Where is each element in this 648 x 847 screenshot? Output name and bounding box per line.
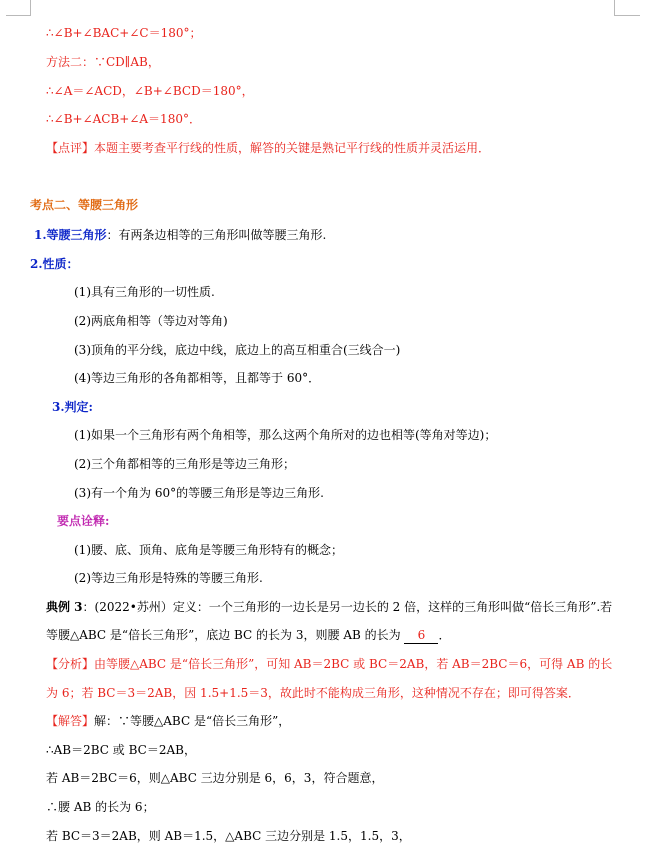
solution-line-1 — [46, 713, 290, 729]
solution-label: 【解答】 — [46, 714, 95, 728]
solution-line-2: ∴AB＝2BC 或 BC＝2AB， — [46, 743, 196, 757]
property-item: (3)顶角的平分线，底边中线，底边上的高互相重合(三线合一) — [74, 343, 401, 357]
proof-line-2: 方法二：∵CD∥AB， — [46, 55, 160, 69]
example-line-2 — [46, 627, 450, 644]
key-point-item: (1)腰、底、顶角、底角是等腰三角形特有的概念； — [74, 543, 343, 557]
example-question-end: ． — [438, 628, 451, 642]
analysis-line-1: 【分析】由等腰△ABC 是“倍长三角形”，可知 AB＝2BC 或 BC＝2AB，若 AB＝2BC＝6，可得 AB 的长 — [46, 657, 613, 671]
definition-text: ：有两条边相等的三角形叫做等腰三角形. — [106, 228, 327, 242]
definition-label: 1.等腰三角形 — [34, 228, 107, 242]
property-item: (1)具有三角形的一切性质. — [74, 285, 215, 299]
example-question: 等腰△ABC 是“倍长三角形”，底边 BC 的长为 3，则腰 AB 的长为 — [46, 628, 401, 642]
judgement-item: (3)有一个角为 60°的等腰三角形是等边三角形. — [74, 486, 324, 500]
solution-line-5: 若 BC＝3＝2AB，则 AB＝1.5，△ABC 三边分别是 1.5，1.5，3， — [46, 829, 411, 843]
solution-line-3: 若 AB＝2BC＝6，则△ABC 三边分别是 6，6，3，符合题意， — [46, 771, 384, 785]
section-heading: 考点二、等腰三角形 — [30, 198, 139, 212]
page-corner-mark-left — [30, 0, 31, 16]
key-point-item: (2)等边三角形是特殊的等腰三角形. — [74, 571, 263, 585]
answer-blank: 6 — [404, 627, 438, 644]
solution-line-4: ∴腰 AB 的长为 6； — [46, 800, 155, 814]
solution-text: 解：∵等腰△ABC 是“倍长三角形”， — [94, 714, 291, 728]
analysis-line-2: 为 6；若 BC＝3＝2AB，因 1.5+1.5＝3，故此时不能构成三角形，这种情况不存在；即可得答案． — [46, 686, 580, 700]
judgement-label: 3.判定: — [52, 400, 93, 414]
comment-line: 【点评】本题主要考查平行线的性质，解答的关键是熟记平行线的性质并灵活运用． — [46, 141, 491, 155]
proof-line-1: ∴∠B+∠BAC+∠C＝180°； — [46, 26, 202, 40]
properties-label: 2.性质： — [30, 257, 79, 271]
definition-line — [34, 227, 326, 243]
judgement-item: (1)如果一个三角形有两个角相等，那么这两个角所对的边也相等(等角对等边)； — [74, 428, 497, 442]
judgement-item: (2)三个角都相等的三角形是等边三角形； — [74, 457, 295, 471]
key-points-label: 要点诠释: — [57, 514, 110, 528]
property-item: (2)两底角相等（等边对等角) — [74, 314, 228, 328]
page-corner-mark-right — [614, 0, 615, 16]
example-text: ：(2022•苏州）定义：一个三角形的一边长是另一边长的 2 倍，这样的三角形叫做“倍长三角形”.若 — [82, 600, 613, 614]
proof-line-4: ∴∠B+∠ACB+∠A＝180°． — [46, 112, 201, 126]
example-line-1 — [46, 599, 612, 615]
example-label: 典例 3 — [46, 600, 83, 614]
property-item: (4)等边三角形的各角都相等，且都等于 60°． — [74, 371, 321, 385]
proof-line-3: ∴∠A＝∠ACD，∠B+∠BCD＝180°， — [46, 84, 254, 98]
